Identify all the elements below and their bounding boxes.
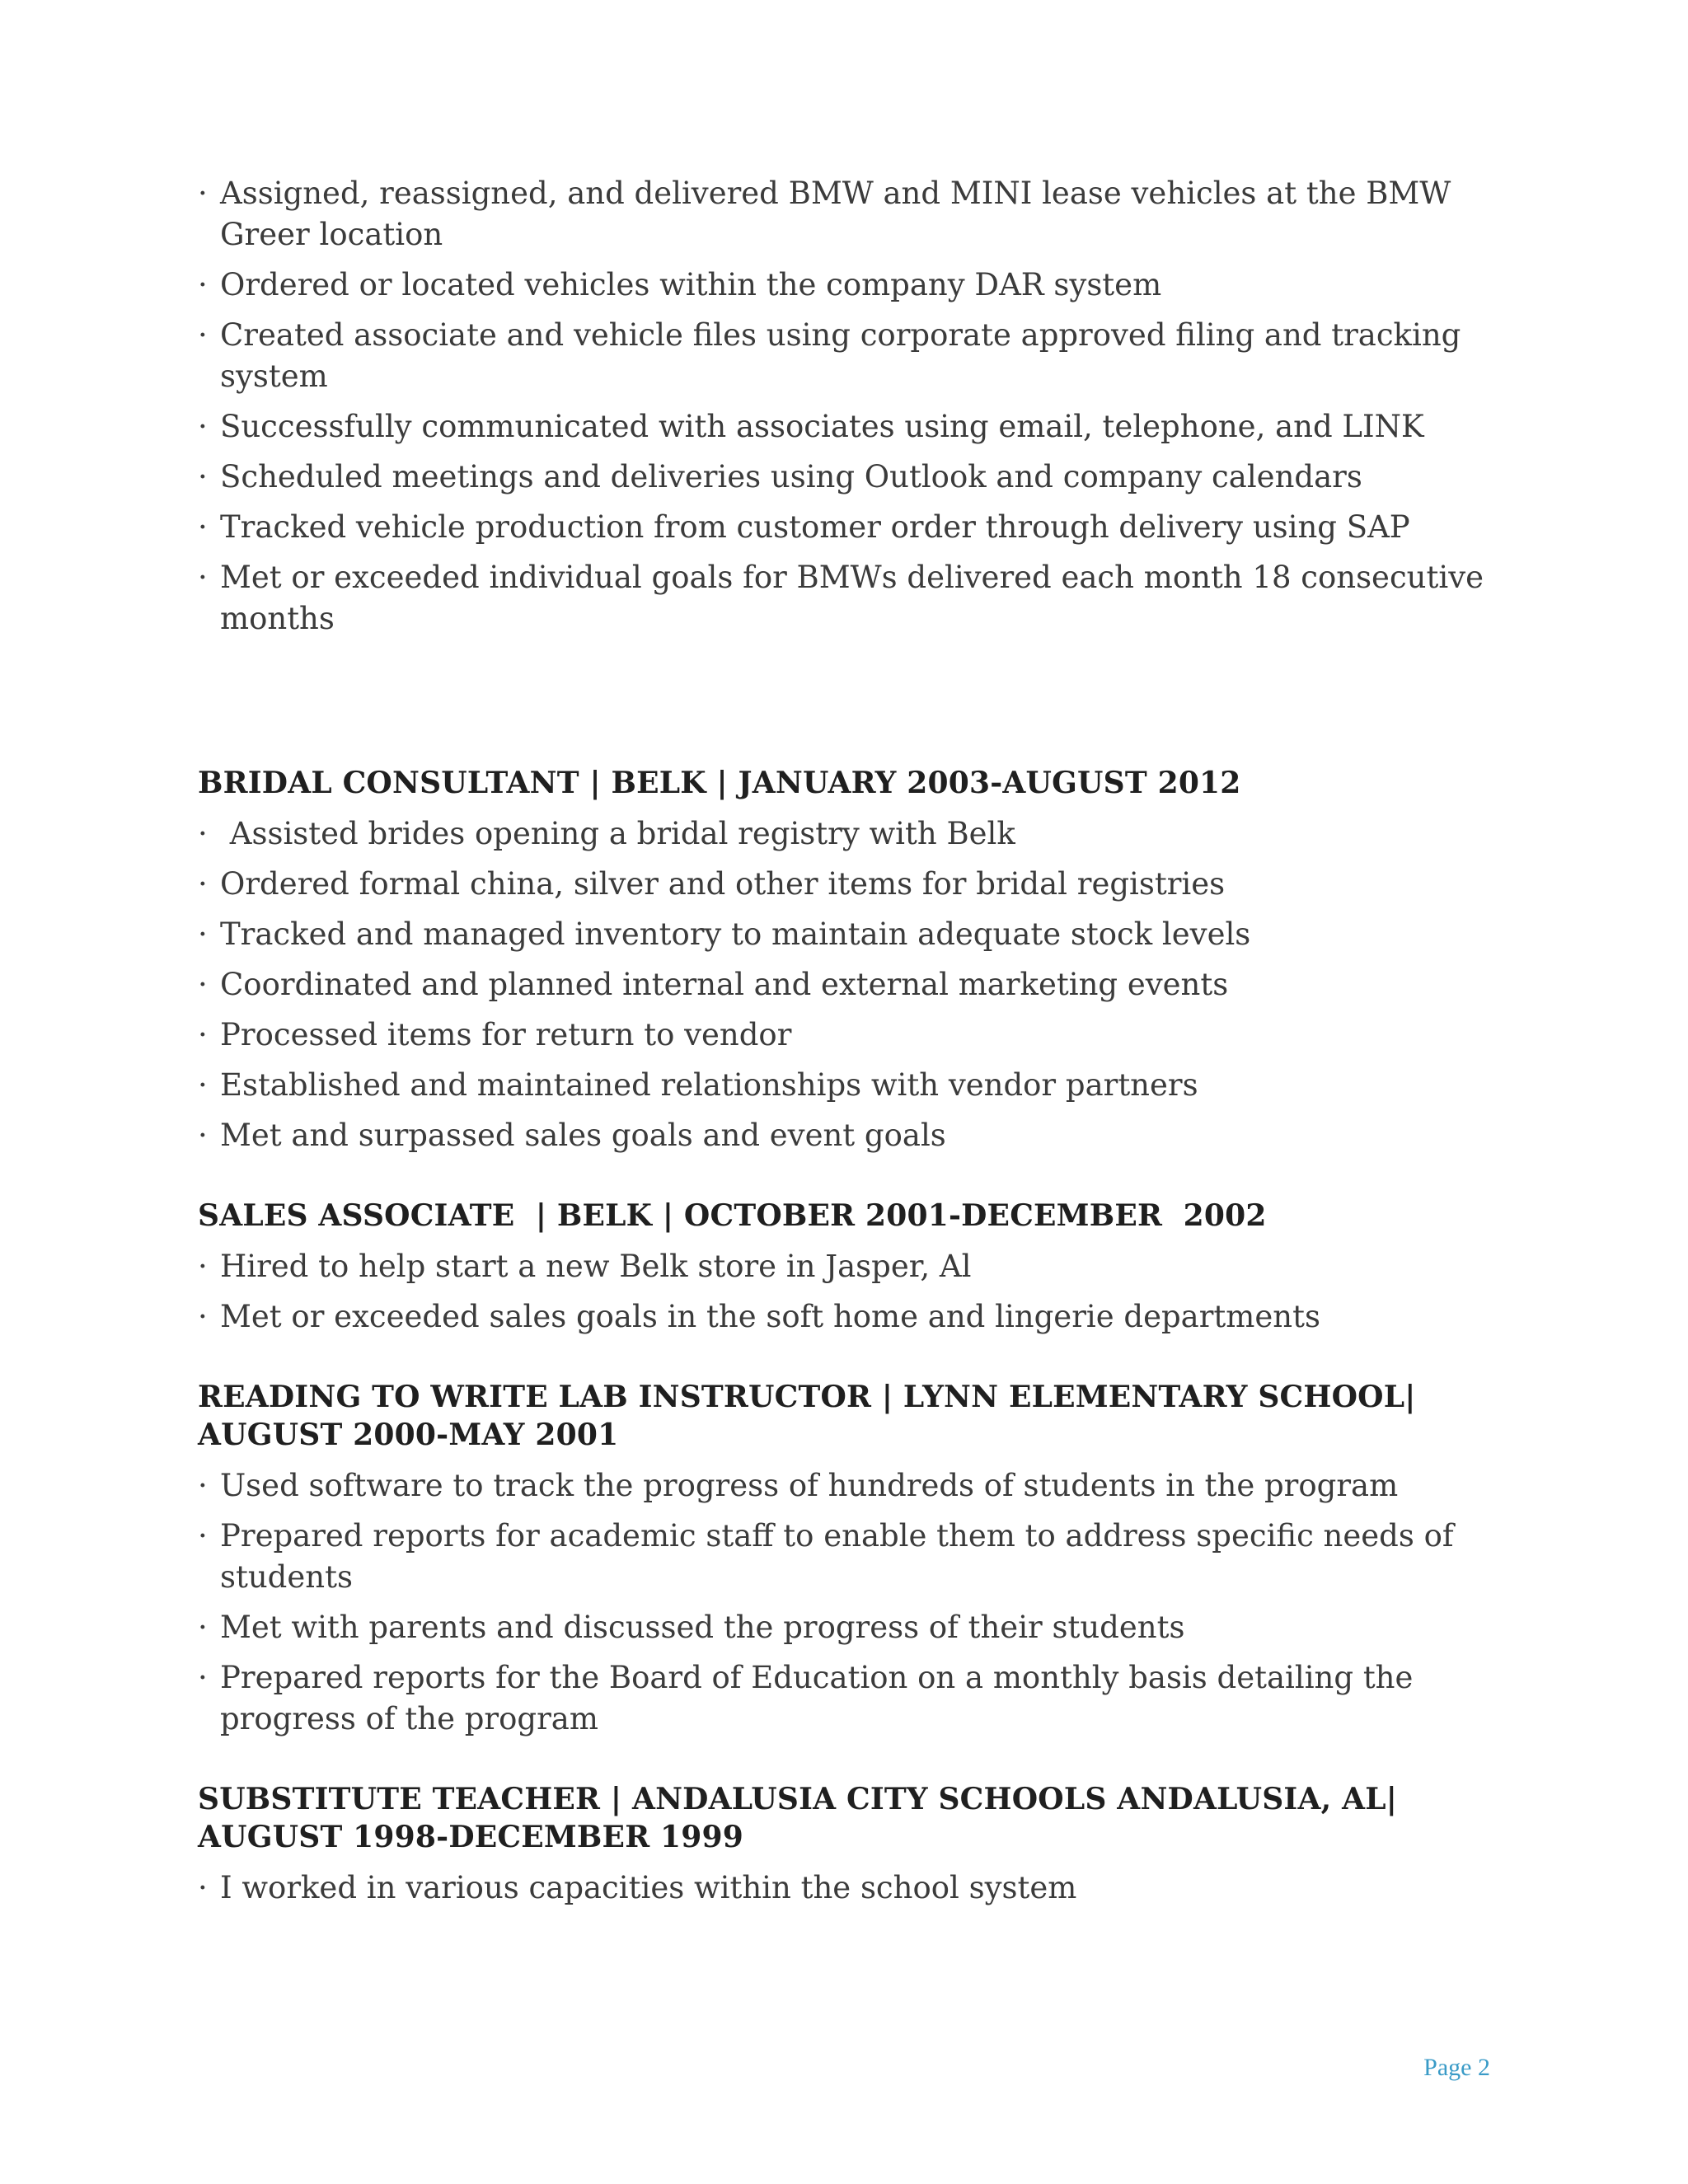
page-number: Page 2 [1423,2054,1490,2081]
list-item [198,557,1500,640]
bullet-text: Hired to help start a new Belk store in Jasper, Al [220,1249,972,1284]
list-item [198,964,1500,1005]
bullet-text: Met or exceeded sales goals in the soft home and lingerie departments [220,1299,1320,1334]
bullet-text: I worked in various capacities within the school system [220,1870,1077,1905]
bullet-icon: · [198,1067,208,1103]
bullet-icon: · [198,1518,208,1554]
job-title: READING TO WRITE LAB INSTRUCTOR | LYNN ELEMENTARY SCHOOL| AUGUST 2000-MAY 2001 [198,1380,1416,1452]
list-item [198,507,1500,548]
intro-bullet-list [198,173,1500,640]
list-item [198,457,1500,498]
bullet-text: Prepared reports for academic staff to enable them to address specific needs of students [220,1518,1454,1595]
bullet-icon: · [198,267,208,302]
list-item [198,265,1500,306]
list-item [198,1607,1500,1648]
bullet-icon: · [198,317,208,353]
section-spacer [198,1165,1500,1197]
list-item [198,1015,1500,1056]
bullet-text: Used software to track the progress of hundreds of students in the program [220,1468,1399,1503]
bullet-icon: · [198,409,208,444]
bullet-icon: · [198,509,208,545]
bullet-text: Established and maintained relationships with vendor partners [220,1067,1198,1103]
bullet-icon: · [198,1299,208,1334]
list-item [198,173,1500,255]
bullet-icon: · [198,1118,208,1153]
list-item [198,1516,1500,1598]
bullet-text: Met or exceeded individual goals for BMWs delivered each month 18 consecutive months [220,560,1484,636]
bullet-icon: · [198,816,208,851]
job-bullet-list [198,1868,1500,1909]
list-item [198,914,1500,955]
bullet-text: Tracked and managed inventory to maintain adequate stock levels [220,916,1251,952]
job-bridal-consultant [198,764,1500,1156]
bullet-icon: · [198,916,208,952]
list-item [198,1115,1500,1156]
list-item [198,315,1500,397]
bullet-icon: · [198,1468,208,1503]
list-item [198,864,1500,905]
job-bullet-list [198,1465,1500,1740]
bullet-text: Prepared reports for the Board of Education on a monthly basis detailing the progress of the program [220,1660,1414,1736]
job-title: SUBSTITUTE TEACHER | ANDALUSIA CITY SCHOOLS ANDALUSIA, AL| AUGUST 1998-DECEMBER 1999 [198,1782,1398,1854]
section-spacer [198,1749,1500,1780]
job-lab-instructor [198,1378,1500,1740]
bullet-text: Scheduled meetings and deliveries using Outlook and company calendars [220,459,1362,494]
bullet-text: Processed items for return to vendor [220,1017,792,1052]
list-item [198,1246,1500,1287]
bullet-icon: · [198,1610,208,1645]
bullet-text: Met with parents and discussed the progress of their students [220,1610,1185,1645]
bullet-icon: · [198,176,208,211]
bullet-icon: · [198,866,208,902]
bullet-icon: · [198,1017,208,1052]
job-bullet-list [198,1246,1500,1338]
job-title: BRIDAL CONSULTANT | BELK | JANUARY 2003-AUGUST 2012 [198,766,1241,800]
bullet-text: Successfully communicated with associates using email, telephone, and LINK [220,409,1424,444]
job-sales-associate [198,1197,1500,1338]
bullet-icon: · [198,560,208,595]
section-spacer [198,649,1500,764]
bullet-text: Assisted brides opening a bridal registry with Belk [220,816,1015,851]
bullet-icon: · [198,1660,208,1695]
bullet-text: Tracked vehicle production from customer order through delivery using SAP [220,509,1410,545]
bullet-icon: · [198,1870,208,1905]
section-spacer [198,1347,1500,1378]
list-item [198,1465,1500,1507]
bullet-text: Coordinated and planned internal and external marketing events [220,967,1229,1002]
list-item [198,1065,1500,1106]
list-item [198,1296,1500,1338]
bullet-icon: · [198,967,208,1002]
list-item [198,1868,1500,1909]
bullet-icon: · [198,1249,208,1284]
resume-content [198,173,1500,1918]
job-title: SALES ASSOCIATE | BELK | OCTOBER 2001-DECEMBER 2002 [198,1198,1267,1233]
bullet-text: Created associate and vehicle files using corporate approved filing and tracking system [220,317,1461,394]
bullet-text: Ordered formal china, silver and other items for bridal registries [220,866,1226,902]
bullet-text: Met and surpassed sales goals and event goals [220,1118,946,1153]
list-item [198,1657,1500,1740]
bullet-icon: · [198,459,208,494]
list-item [198,813,1500,855]
bullet-text: Ordered or located vehicles within the company DAR system [220,267,1162,302]
list-item [198,406,1500,448]
bullet-text: Assigned, reassigned, and delivered BMW and MINI lease vehicles at the BMW Greer location [220,176,1451,252]
job-substitute-teacher [198,1780,1500,1909]
job-bullet-list [198,813,1500,1156]
